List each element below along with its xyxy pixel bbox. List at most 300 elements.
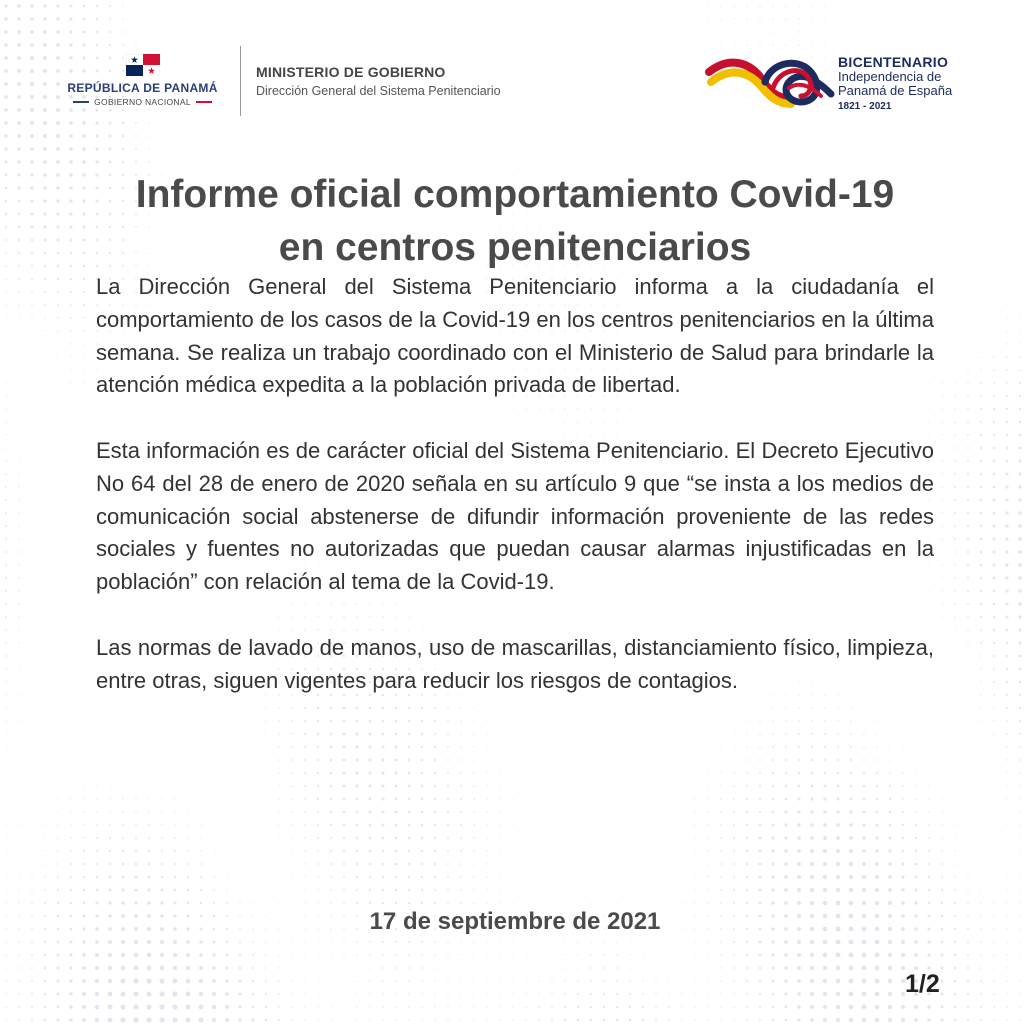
background-dot: [278, 993, 280, 995]
background-dot: [927, 940, 930, 943]
background-dot: [133, 978, 138, 983]
background-dot: [888, 849, 891, 852]
background-dot: [57, 330, 59, 332]
background-dot: [668, 954, 669, 955]
background-dot: [109, 863, 111, 865]
background-dot: [174, 798, 175, 799]
background-dot: [914, 940, 918, 944]
background-dot: [43, 160, 47, 164]
background-dot: [486, 785, 487, 786]
background-dot: [31, 798, 32, 799]
background-dot: [30, 173, 33, 176]
background-dot: [681, 980, 682, 981]
background-dot: [993, 876, 994, 877]
background-dot: [733, 941, 735, 943]
background-dot: [746, 980, 748, 982]
background-dot: [980, 473, 982, 475]
document-title: [60, 168, 970, 274]
background-dot: [5, 863, 6, 864]
background-dot: [681, 993, 682, 994]
background-dot: [526, 786, 527, 787]
background-dot: [630, 864, 631, 865]
background-dot: [849, 1018, 854, 1023]
background-dot: [45, 721, 46, 722]
background-dot: [771, 940, 774, 943]
background-dot: [707, 876, 708, 877]
background-dot: [980, 1006, 982, 1008]
background-dot: [772, 135, 773, 136]
background-dot: [434, 967, 436, 969]
background-dot: [591, 838, 592, 839]
background-dot: [44, 902, 46, 904]
background-dot: [1006, 850, 1007, 851]
background-dot: [473, 759, 475, 761]
background-dot: [408, 772, 411, 775]
background-dot: [772, 1019, 774, 1021]
background-dot: [187, 811, 188, 812]
background-dot: [720, 772, 721, 773]
background-dot: [1005, 524, 1008, 527]
background-dot: [928, 811, 929, 812]
background-dot: [5, 174, 8, 177]
background-dot: [185, 991, 190, 996]
background-dot: [707, 798, 708, 799]
background-dot: [694, 993, 695, 994]
background-dot: [954, 1019, 957, 1022]
background-dot: [473, 863, 475, 865]
background-dot: [993, 889, 994, 890]
background-dot: [83, 291, 85, 293]
background-dot: [330, 993, 331, 994]
background-dot: [369, 993, 370, 994]
background-dot: [525, 850, 526, 851]
background-dot: [369, 733, 372, 736]
background-dot: [694, 798, 695, 799]
background-dot: [253, 773, 254, 774]
background-dot: [31, 421, 32, 422]
background-dot: [421, 798, 424, 801]
background-dot: [980, 941, 982, 943]
background-dot: [577, 902, 578, 903]
background-dot: [161, 850, 163, 852]
background-dot: [198, 1017, 203, 1022]
background-dot: [304, 837, 306, 839]
background-dot: [1019, 655, 1022, 658]
background-dot: [421, 941, 423, 943]
background-dot: [616, 876, 617, 877]
background-dot: [83, 317, 85, 319]
background-dot: [71, 734, 72, 735]
background-dot: [330, 824, 332, 826]
background-dot: [1006, 304, 1007, 305]
background-dot: [460, 746, 462, 748]
background-dot: [70, 330, 72, 332]
background-dot: [836, 979, 841, 984]
background-dot: [253, 812, 254, 813]
background-dot: [967, 954, 969, 956]
background-dot: [174, 785, 175, 786]
background-dot: [343, 798, 346, 801]
background-dot: [902, 772, 903, 773]
background-dot: [861, 965, 866, 970]
background-dot: [149, 760, 150, 761]
background-dot: [18, 317, 19, 318]
background-dot: [980, 343, 981, 344]
background-dot: [993, 473, 996, 476]
background-dot: [1006, 330, 1007, 331]
background-dot: [278, 967, 279, 968]
background-dot: [967, 395, 969, 397]
background-dot: [681, 863, 682, 864]
background-dot: [408, 954, 410, 956]
background-dot: [161, 889, 164, 892]
background-dot: [993, 759, 994, 760]
background-dot: [187, 824, 188, 825]
background-dot: [942, 656, 943, 657]
background-dot: [108, 966, 113, 971]
background-dot: [172, 978, 177, 983]
page-indicator: 1/2: [905, 970, 940, 998]
background-dot: [31, 239, 34, 242]
background-dot: [109, 148, 112, 151]
background-dot: [720, 1006, 721, 1007]
background-dot: [486, 954, 487, 955]
background-dot: [57, 785, 58, 786]
background-dot: [147, 901, 150, 904]
background-dot: [681, 1006, 682, 1007]
background-dot: [994, 292, 995, 293]
background-dot: [96, 889, 99, 892]
background-dot: [1018, 641, 1021, 644]
background-dot: [69, 992, 72, 995]
background-dot: [772, 772, 774, 774]
background-dot: [421, 993, 423, 995]
background-dot: [473, 889, 475, 891]
background-dot: [811, 759, 813, 761]
background-dot: [17, 173, 20, 176]
background-dot: [1005, 576, 1008, 579]
background-dot: [564, 941, 565, 942]
background-dot: [604, 864, 605, 865]
background-dot: [31, 343, 32, 344]
background-dot: [278, 889, 279, 890]
background-dot: [655, 980, 657, 982]
background-dot: [83, 863, 85, 865]
background-dot: [1018, 511, 1022, 515]
background-dot: [45, 435, 46, 436]
background-dot: [720, 863, 722, 865]
background-dot: [759, 889, 762, 892]
background-dot: [70, 785, 71, 786]
background-dot: [591, 864, 592, 865]
background-dot: [43, 173, 47, 177]
background-dot: [134, 966, 139, 971]
background-dot: [525, 993, 526, 994]
background-dot: [967, 694, 968, 695]
background-dot: [148, 148, 150, 150]
background-dot: [499, 954, 500, 955]
background-dot: [226, 863, 227, 864]
background-dot: [45, 474, 46, 475]
background-dot: [980, 317, 981, 318]
background-dot: [812, 162, 813, 163]
background-dot: [499, 811, 500, 812]
background-dot: [681, 902, 682, 903]
background-dot: [825, 136, 826, 137]
background-dot: [643, 877, 644, 878]
background-dot: [1019, 369, 1021, 371]
background-dot: [797, 953, 801, 957]
background-dot: [148, 161, 150, 163]
background-dot: [317, 967, 318, 968]
background-dot: [343, 876, 345, 878]
background-dot: [1019, 759, 1021, 761]
background-dot: [526, 149, 527, 150]
background-dot: [954, 369, 955, 370]
background-dot: [720, 785, 721, 786]
background-dot: [967, 967, 969, 969]
background-dot: [18, 304, 19, 305]
background-dot: [810, 862, 814, 866]
background-dot: [993, 850, 994, 851]
background-dot: [421, 967, 423, 969]
background-dot: [577, 954, 578, 955]
background-dot: [238, 1005, 241, 1008]
background-dot: [83, 837, 85, 839]
background-dot: [304, 798, 306, 800]
background-dot: [434, 993, 436, 995]
background-dot: [266, 838, 267, 839]
background-dot: [58, 500, 59, 501]
background-dot: [967, 707, 968, 708]
background-dot: [1019, 343, 1020, 344]
background-dot: [447, 811, 449, 813]
background-dot: [759, 980, 761, 982]
background-dot: [499, 759, 500, 760]
background-dot: [5, 785, 6, 786]
background-dot: [941, 629, 942, 630]
background-dot: [5, 993, 7, 995]
background-dot: [993, 980, 995, 982]
background-dot: [17, 147, 21, 151]
background-dot: [18, 356, 19, 357]
background-dot: [31, 395, 32, 396]
background-dot: [226, 876, 227, 877]
background-dot: [44, 291, 46, 293]
background-dot: [773, 149, 774, 150]
background-dot: [31, 811, 32, 812]
background-dot: [993, 447, 996, 450]
background-dot: [31, 356, 32, 357]
background-dot: [44, 590, 45, 591]
background-dot: [811, 733, 813, 735]
background-dot: [824, 759, 826, 761]
background-dot: [44, 785, 45, 786]
background-dot: [993, 317, 994, 318]
background-dot: [993, 772, 994, 773]
background-dot: [823, 901, 828, 906]
background-dot: [1006, 369, 1008, 371]
background-dot: [928, 902, 931, 905]
background-dot: [31, 603, 32, 604]
background-dot: [1006, 746, 1008, 748]
background-dot: [915, 837, 917, 839]
background-dot: [786, 149, 787, 150]
background-dot: [707, 941, 708, 942]
background-dot: [980, 616, 982, 618]
background-dot: [836, 810, 839, 813]
background-dot: [225, 966, 228, 969]
background-dot: [759, 824, 762, 827]
header-divider: [240, 46, 241, 116]
background-dot: [58, 487, 59, 488]
background-dot: [44, 343, 45, 344]
background-dot: [18, 837, 19, 838]
background-dot: [681, 1019, 683, 1021]
background-dot: [133, 1004, 138, 1009]
background-dot: [967, 343, 968, 344]
background-dot: [967, 629, 969, 631]
background-dot: [733, 785, 735, 787]
background-dot: [954, 538, 956, 540]
background-dot: [967, 1019, 969, 1021]
background-dot: [823, 992, 827, 996]
background-dot: [356, 772, 359, 775]
background-dot: [980, 564, 983, 567]
background-dot: [720, 1019, 721, 1020]
background-dot: [486, 772, 487, 773]
background-dot: [31, 226, 34, 229]
background-dot: [968, 799, 969, 800]
background-dot: [499, 993, 500, 994]
background-dot: [473, 785, 475, 787]
background-dot: [669, 838, 670, 839]
background-dot: [967, 564, 969, 566]
background-dot: [227, 825, 228, 826]
background-dot: [343, 967, 344, 968]
background-dot: [486, 993, 487, 994]
background-dot: [888, 992, 893, 997]
background-dot: [421, 746, 424, 749]
gobierno-nacional-label: GOBIERNO NACIONAL: [94, 97, 191, 107]
background-dot: [304, 967, 305, 968]
background-dot: [941, 486, 943, 488]
background-dot: [134, 888, 137, 891]
background-dot: [460, 863, 462, 865]
background-dot: [96, 850, 98, 852]
background-dot: [57, 278, 59, 280]
background-dot: [120, 991, 125, 996]
background-dot: [83, 304, 85, 306]
background-dot: [954, 460, 956, 462]
background-dot: [1006, 902, 1007, 903]
background-dot: [31, 694, 32, 695]
background-dot: [1019, 811, 1020, 812]
background-dot: [525, 889, 526, 890]
background-dot: [954, 824, 955, 825]
background-dot: [44, 486, 45, 487]
background-dot: [135, 135, 137, 137]
background-dot: [252, 746, 253, 747]
background-dot: [70, 811, 71, 812]
background-dot: [265, 993, 267, 995]
background-dot: [980, 512, 983, 515]
background-dot: [382, 837, 385, 840]
background-dot: [18, 551, 20, 553]
background-dot: [18, 967, 20, 969]
background-dot: [720, 837, 722, 839]
background-dot: [58, 721, 59, 722]
background-dot: [888, 953, 893, 958]
background-dot: [512, 980, 513, 981]
background-dot: [954, 850, 955, 851]
background-dot: [5, 603, 7, 605]
background-dot: [212, 979, 216, 983]
background-dot: [578, 864, 579, 865]
background-dot: [993, 486, 996, 489]
background-dot: [888, 901, 892, 905]
background-dot: [733, 733, 734, 734]
background-dot: [993, 707, 995, 709]
background-dot: [759, 759, 761, 761]
background-dot: [317, 1019, 318, 1020]
background-dot: [343, 837, 345, 839]
background-dot: [408, 746, 411, 749]
background-dot: [31, 473, 32, 474]
background-dot: [1006, 876, 1007, 877]
background-dot: [343, 863, 345, 865]
background-dot: [343, 980, 344, 981]
background-dot: [252, 1006, 255, 1009]
background-dot: [539, 864, 540, 865]
background-dot: [278, 824, 279, 825]
background-dot: [5, 369, 6, 370]
background-dot: [914, 953, 918, 957]
background-dot: [1005, 602, 1008, 605]
background-dot: [564, 1019, 566, 1021]
background-dot: [304, 1006, 305, 1007]
background-dot: [655, 902, 656, 903]
background-dot: [967, 616, 969, 618]
background-dot: [784, 940, 788, 944]
background-dot: [44, 889, 46, 891]
background-dot: [44, 577, 45, 578]
background-dot: [889, 746, 890, 747]
background-dot: [5, 187, 8, 190]
background-dot: [617, 864, 618, 865]
background-dot: [83, 824, 85, 826]
background-dot: [499, 941, 500, 942]
background-dot: [993, 720, 994, 721]
background-dot: [967, 863, 968, 864]
background-dot: [512, 798, 513, 799]
background-dot: [473, 850, 475, 852]
background-dot: [304, 1019, 306, 1021]
background-dot: [200, 863, 202, 865]
background-dot: [915, 811, 917, 813]
background-dot: [18, 239, 20, 241]
background-dot: [578, 838, 579, 839]
background-dot: [58, 578, 59, 579]
background-dot: [942, 344, 943, 345]
background-dot: [823, 979, 828, 984]
background-dot: [5, 642, 7, 644]
background-dot: [954, 1006, 957, 1009]
background-dot: [823, 849, 827, 853]
background-dot: [434, 798, 436, 800]
background-dot: [772, 1006, 775, 1009]
background-dot: [810, 901, 815, 906]
